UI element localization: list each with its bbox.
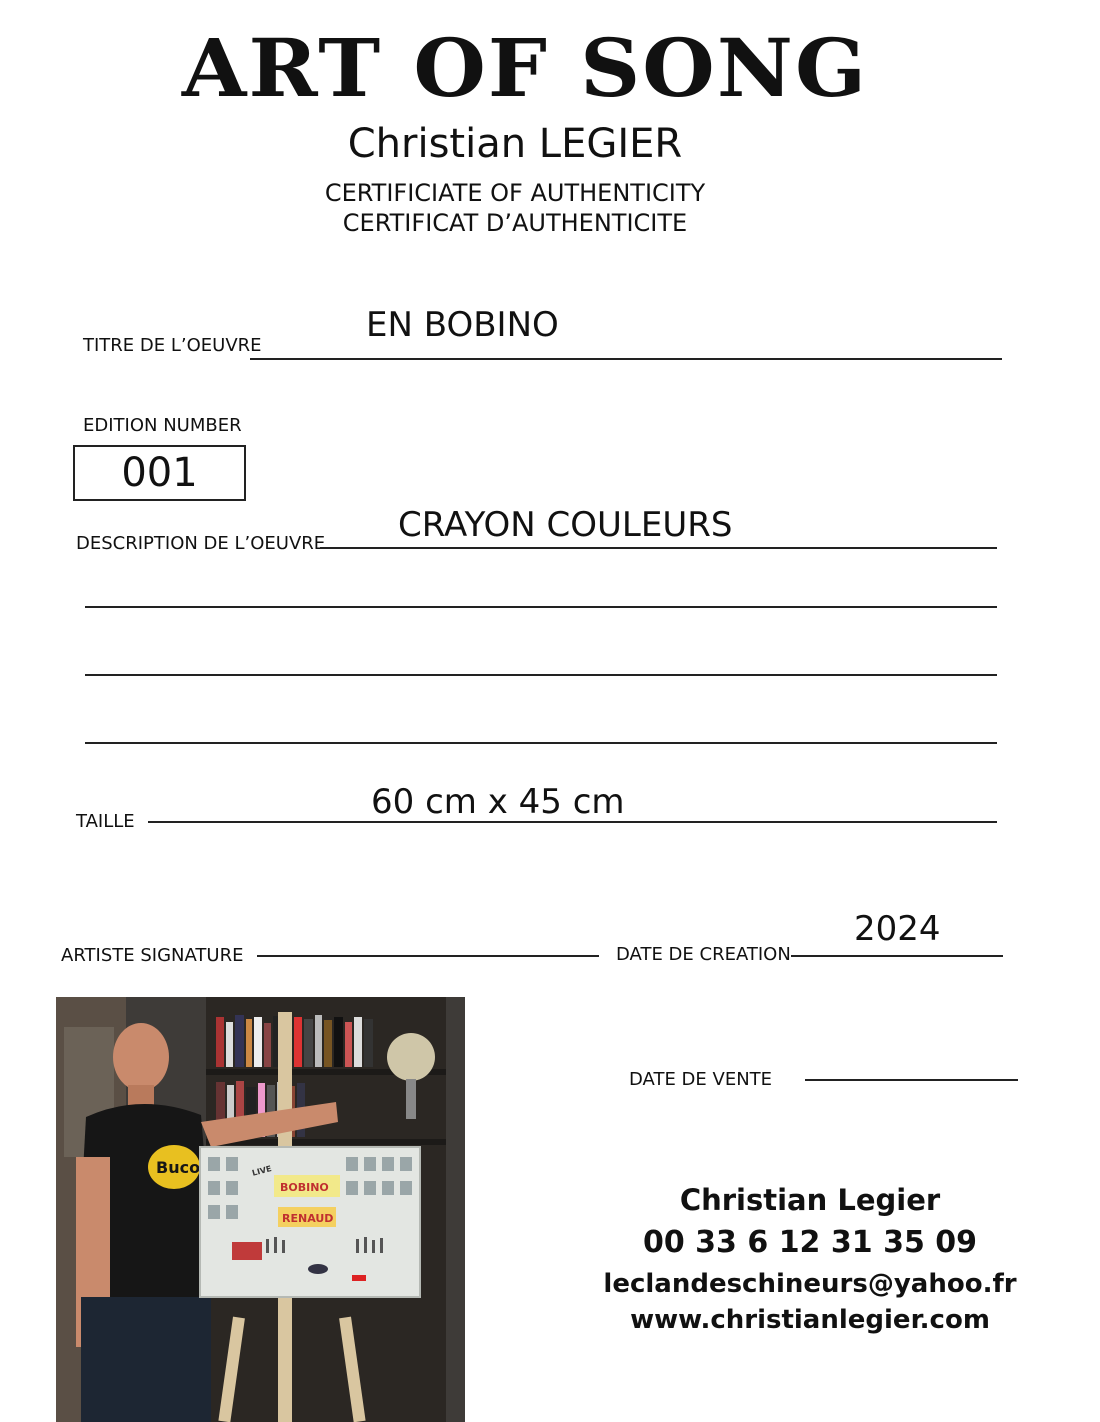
edition-label: EDITION NUMBER (83, 415, 242, 436)
artist-name: Christian LEGIER (347, 121, 683, 167)
date-vente-line (805, 1079, 1018, 1081)
date-creation-line (791, 955, 1003, 957)
description-label: DESCRIPTION DE L’OEUVRE (76, 533, 326, 554)
contact-email[interactable]: leclandeschineurs@yahoo.fr (603, 1269, 1017, 1299)
taille-label: TAILLE (76, 811, 135, 832)
painting-sign-renaud: RENAUD (282, 1212, 334, 1225)
description-line-2 (85, 606, 997, 608)
contact-name: Christian Legier (679, 1183, 941, 1217)
date-creation-value: 2024 (854, 909, 941, 949)
date-creation-label: DATE DE CREATION (616, 944, 791, 965)
certificate-subtitle-fr: CERTIFICAT D’AUTHENTICITE (342, 209, 688, 237)
description-line-1 (320, 547, 997, 549)
description-value: CRAYON COULEURS (398, 505, 733, 545)
titre-line (250, 358, 1002, 360)
edition-box (73, 445, 246, 501)
description-line-3 (85, 674, 997, 676)
painting-sign-bobino: BOBINO (280, 1181, 329, 1194)
artist-photo (56, 997, 465, 1422)
contact-website[interactable]: www.christianlegier.com (630, 1305, 990, 1335)
shirt-print: Buco (156, 1158, 201, 1177)
edition-value: 001 (121, 450, 198, 496)
taille-line (148, 821, 997, 823)
artist-photo-illustration (56, 997, 465, 1422)
description-line-4 (85, 742, 997, 744)
contact-phone[interactable]: 00 33 6 12 31 35 09 (642, 1225, 978, 1260)
certificate-title: ART OF SONG (181, 21, 869, 115)
signature-label: ARTISTE SIGNATURE (61, 945, 244, 966)
taille-value: 60 cm x 45 cm (371, 782, 625, 822)
certificate-subtitle-en: CERTIFICIATE OF AUTHENTICITY (324, 179, 706, 207)
titre-value: EN BOBINO (366, 305, 559, 345)
signature-line (257, 955, 599, 957)
titre-label: TITRE DE L’OEUVRE (83, 335, 262, 356)
painting-sign-live: LIVE (251, 1164, 273, 1178)
date-vente-label: DATE DE VENTE (629, 1069, 773, 1090)
